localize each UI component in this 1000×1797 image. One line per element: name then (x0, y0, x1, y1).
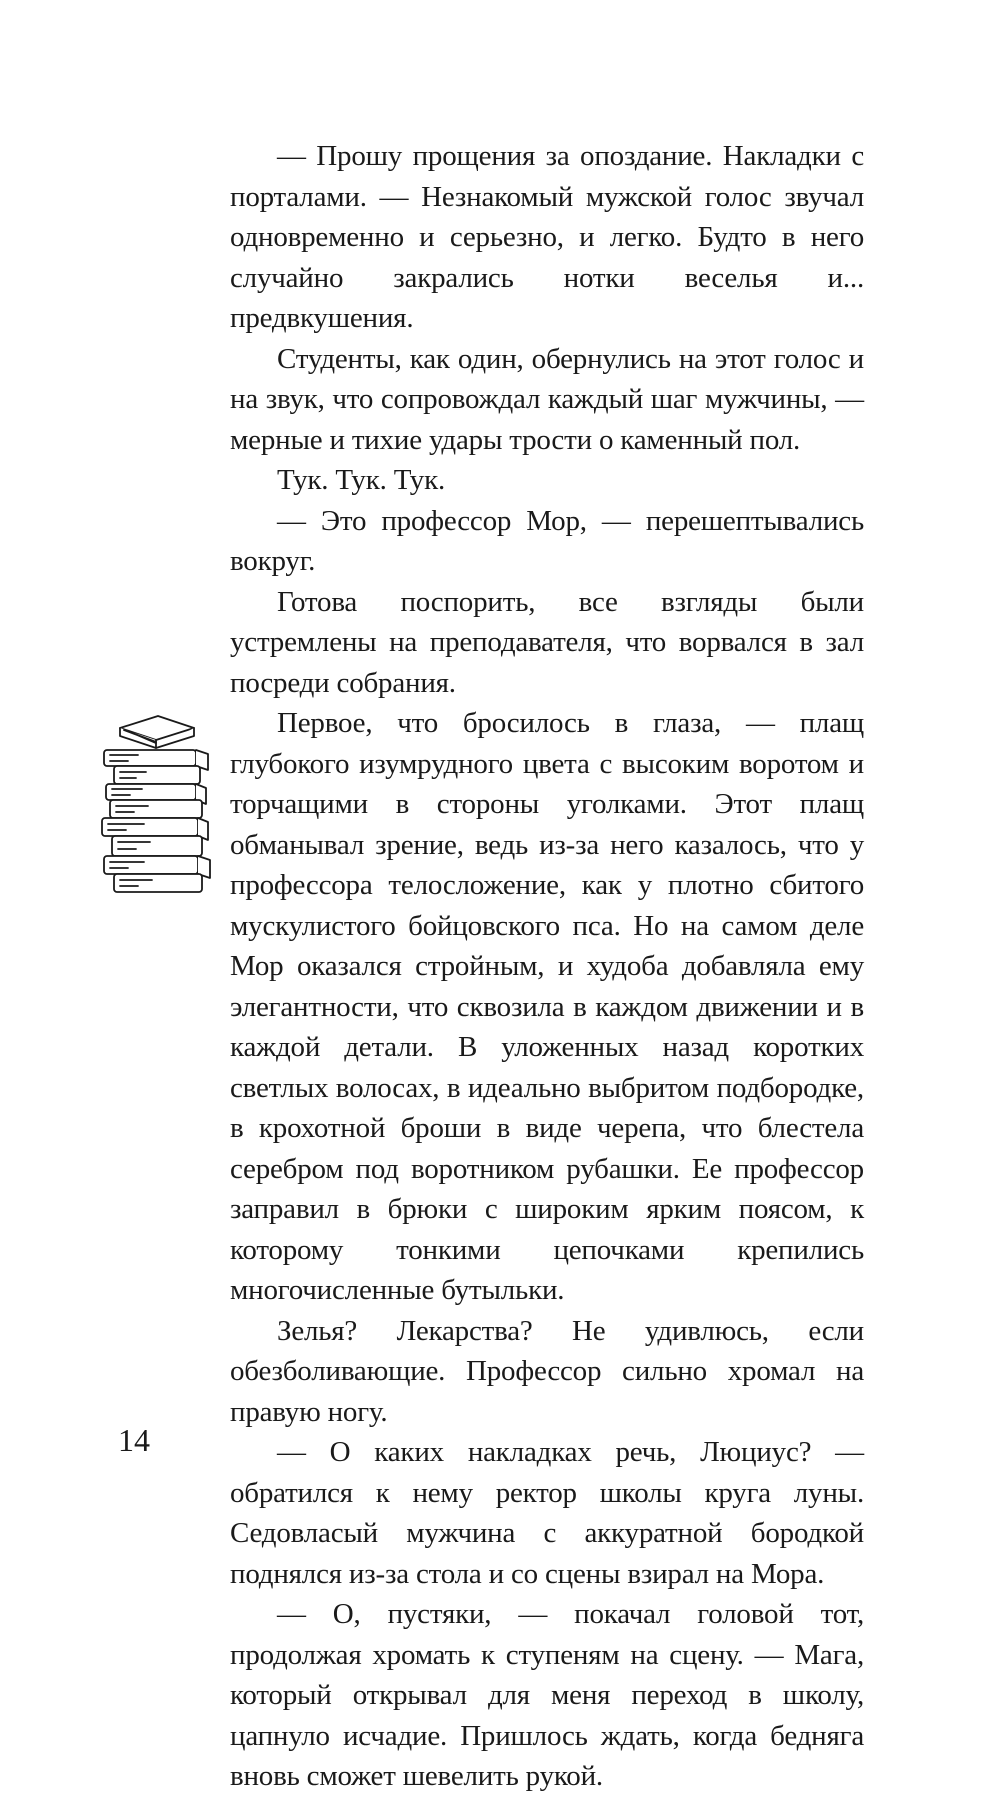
paragraph: Зелья? Лекарства? Не удивлюсь, если обезболивающие. Профессор сильно хромал на правую ногу. (230, 1314, 864, 1428)
paragraph: Первое, что бросилось в глаза, — плащ глубокого изумрудного цвета с высоким воротом и торчащими в стороны уголками. Этот плащ обманывал зрение, ведь из-за него казалось, что у профессора телосложение, как у плотно сбитого мускулистого бойцовского пса. Но на самом деле Мор оказался стройным, и худоба добавляла ему элегантности, что сквозила в каждом движении и в каждой детали. В уложенных назад коротких светлых волосах, в идеально выбритом подбородке, в крохотной броши в виде черепа, что блестела серебром под воротником рубашки. Ее профессор заправил в брюки с широким ярким поясом, к которому тонкими цепочками крепились многочисленные бутыльки. (230, 707, 864, 1306)
page-number: 14 (118, 1422, 150, 1458)
book-icon (110, 800, 202, 818)
paragraph: Готова поспорить, все взгляды были устремлены на преподавателя, что ворвался в зал посреди собрания. (230, 585, 864, 699)
paragraph: — Это профессор Мор, — перешептывались вокруг. (230, 504, 864, 577)
paragraph: — О, пустяки, — покачал головой тот, продолжая хромать к ступеням на сцену. — Мага, который открывал для меня переход в школу, цапнуло исчадие. Пришлось ждать, когда бедняга вновь сможет шевелить рукой. (230, 1598, 864, 1792)
book-stack-illustration (98, 712, 214, 894)
book-icon (112, 836, 202, 856)
paragraph: Тук. Тук. Тук. (277, 464, 446, 496)
book-top-icon (120, 716, 194, 748)
book-icon (114, 874, 202, 892)
body-text (230, 136, 864, 1797)
book-icon (114, 766, 200, 784)
paragraph: — О каких накладках речь, Люциус? — обратился к нему ректор школы круга луны. Седовласый мужчина с аккуратной бородкой поднялся из-за стола и со сцены взирал на Мора. (230, 1436, 864, 1590)
paragraph: Студенты, как один, обернулись на этот голос и на звук, что сопровождал каждый шаг мужчины, — мерные и тихие удары трости о каменный пол. (230, 342, 864, 456)
paragraph: — Прошу прощения за опоздание. Накладки с порталами. — Незнакомый мужской голос звучал одновременно и серьезно, и легко. Будто в него случайно закрались нотки веселья и... предвкушения. (230, 140, 864, 334)
